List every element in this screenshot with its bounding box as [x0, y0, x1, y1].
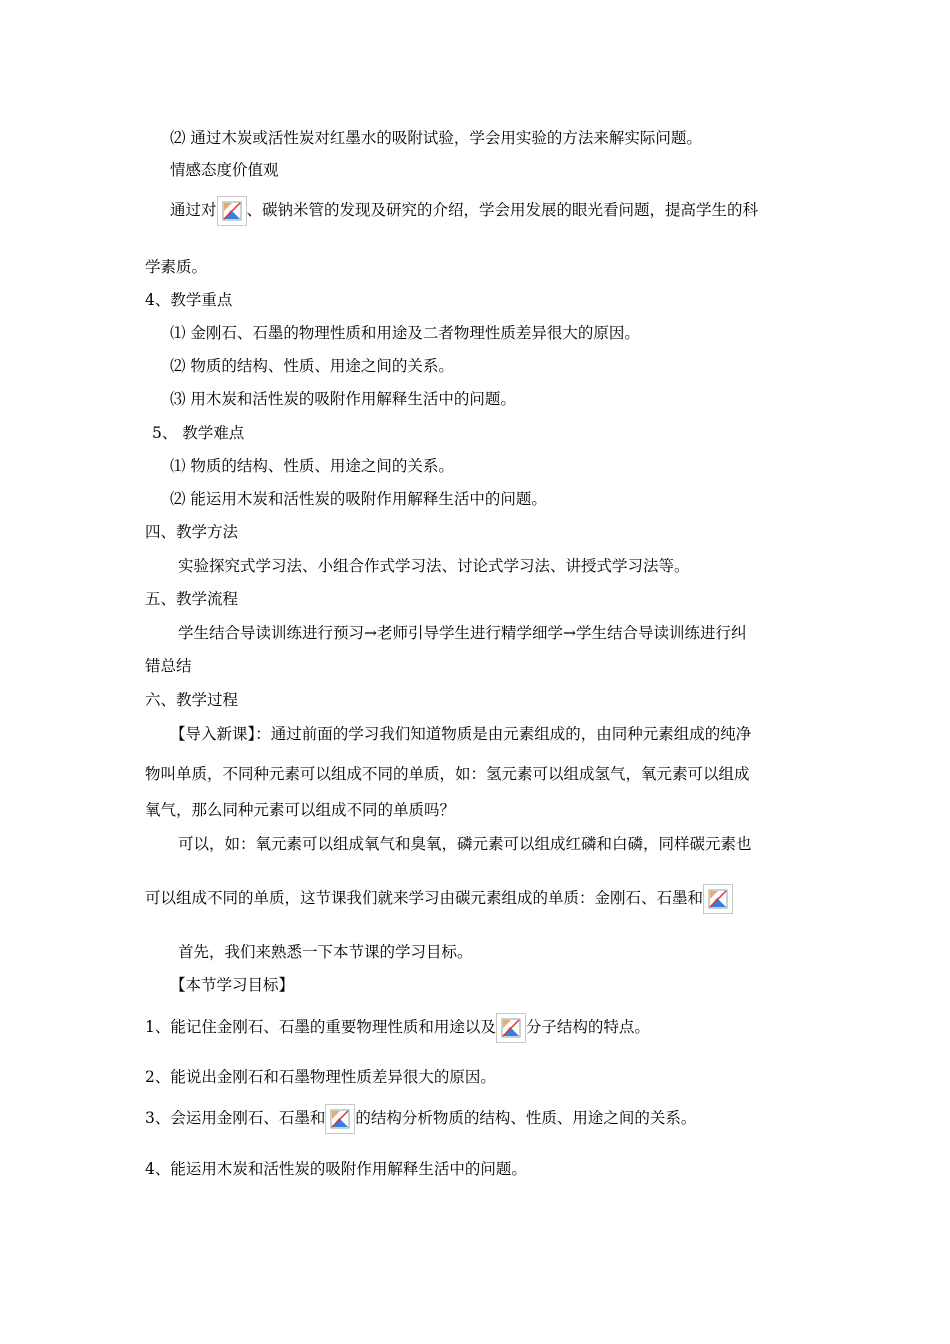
text-line: ⑵ 通过木炭或活性炭对红墨水的吸附试验，学会用实验的方法来解实际问题。 [170, 129, 702, 147]
list-item: ⑵ 能运用木炭和活性炭的吸附作用解释生活中的问题。 [170, 490, 547, 508]
section-heading: 4、教学重点 [145, 291, 233, 309]
section-heading: 情感态度价值观 [170, 161, 279, 179]
list-item: ⑴ 物质的结构、性质、用途之间的关系。 [170, 457, 454, 475]
list-item: ⑴ 金刚石、石墨的物理性质和用途及二者物理性质差异很大的原因。 [170, 324, 640, 342]
section-heading: 5、 教学难点 [152, 424, 245, 442]
text-segment: 可以组成不同的单质，这节课我们就来学习由碳元素组成的单质：金刚石、石墨和 [145, 889, 704, 907]
list-item [145, 1013, 650, 1043]
section-heading: 四、教学方法 [145, 523, 239, 541]
text-line: 【导入新课】：通过前面的学习我们知道物质是由元素组成的，由同种元素组成的纯净 [170, 725, 752, 743]
text-line: 错总结 [145, 657, 192, 675]
section-heading: 五、教学流程 [145, 590, 239, 608]
text-segment: 通过对 [170, 201, 217, 219]
text-line: 学素质。 [145, 258, 208, 276]
list-item: 2、能说出金刚石和石墨物理性质差异很大的原因。 [145, 1068, 496, 1086]
list-item: ⑵ 物质的结构、性质、用途之间的关系。 [170, 357, 454, 375]
text-line: 氧气，那么同种元素可以组成不同的单质吗？ [145, 801, 456, 819]
text-segment: 、碳钠米管的发现及研究的介绍，学会用发展的眼光看问题，提高学生的科 [246, 201, 759, 219]
section-heading: 六、教学过程 [145, 691, 239, 709]
text-line: 首先，我们来熟悉一下本节课的学习目标。 [178, 943, 473, 961]
broken-image-icon [703, 884, 733, 914]
list-item: ⑶ 用木炭和活性炭的吸附作用解释生活中的问题。 [170, 390, 516, 408]
broken-image-icon [325, 1104, 355, 1134]
text-line [145, 884, 733, 914]
text-line: 可以，如：氧元素可以组成氧气和臭氧，磷元素可以组成红磷和白磷，同样碳元素也 [178, 835, 752, 853]
list-item [145, 1104, 696, 1134]
text-segment: 分子结构的特点。 [525, 1018, 650, 1036]
broken-image-icon [496, 1013, 526, 1043]
text-line: 学生结合导读训练进行预习→老师引导学生进行精学细学→学生结合导读训练进行纠 [178, 624, 747, 642]
list-item: 4、能运用木炭和活性炭的吸附作用解释生活中的问题。 [145, 1160, 527, 1178]
broken-image-icon [217, 196, 247, 226]
text-segment: 1、能记住金刚石、石墨的重要物理性质和用途以及 [145, 1018, 496, 1036]
text-segment: 的结构分析物质的结构、性质、用途之间的关系。 [355, 1109, 697, 1127]
text-line [170, 196, 758, 226]
section-heading: 【本节学习目标】 [170, 976, 295, 994]
text-line: 物叫单质，不同种元素可以组成不同的单质，如：氢元素可以组成氢气，氧元素可以组成 [145, 765, 750, 783]
text-line: 实验探究式学习法、小组合作式学习法、讨论式学习法、讲授式学习法等。 [178, 557, 690, 575]
text-segment: 3、会运用金刚石、石墨和 [145, 1109, 326, 1127]
